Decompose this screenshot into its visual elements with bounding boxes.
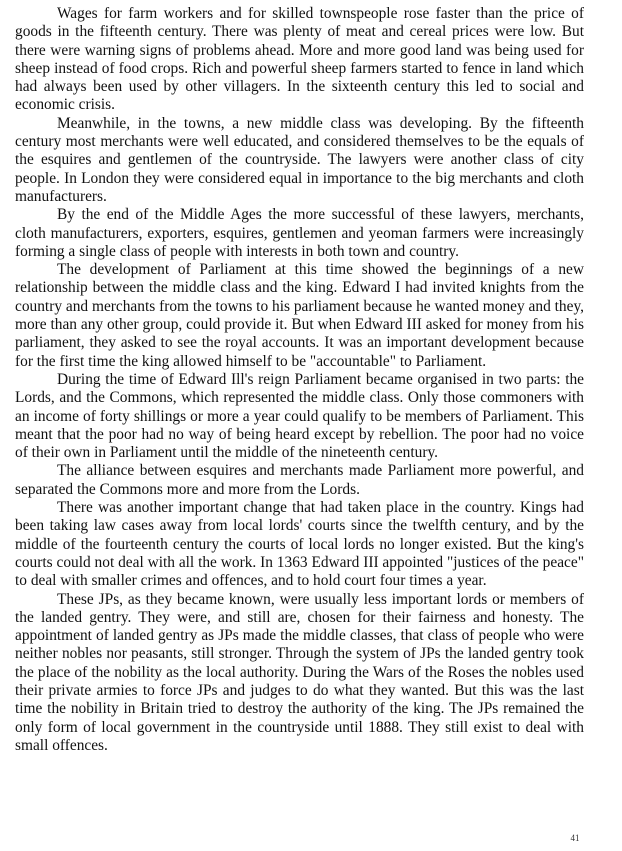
paragraph-parliament-development: The development of Parliament at this time showed the beginnings of a new relationship between the middle class and the king. Edward I had invited knights from the country and merchants from the towns to his parliament because he wanted money and they, more than any other group, could provide it. But when Edward III asked for money from his parliament, they asked to see the royal accounts. It was an important development because for the first time the king allowed himself to be "accountable" to Parliament. [15, 261, 584, 370]
paragraph-justices-of-peace: There was another important change that had taken place in the country. Kings had been taking law cases away from local lords' courts since the twelfth century, and by the middle of the fourteenth century the courts of local lords no longer existed. But the king's courts could not deal with all the work. In 1363 Edward III appointed "justices of the peace" to deal with smaller crimes and offences, and to hold court four times a year. [15, 499, 584, 590]
document-body [15, 5, 584, 755]
paragraph-middle-class: Meanwhile, in the towns, a new middle class was developing. By the fifteenth century most merchants were well educated, and considered themselves to be the equals of the esquires and gentlemen of the countryside. The lawyers were another class of city people. In London they were considered equal in importance to the big merchants and cloth manufacturers. [15, 114, 584, 205]
paragraph-jps: These JPs, as they became known, were usually less important lords or members of the landed gentry. They were, and still are, chosen for their fairness and honesty. The appointment of landed gentry as JPs made the middle classes, that class of people who were neither nobles nor peasants, still stronger. Through the system of JPs the landed gentry took the place of the nobility as the local authority. During the Wars of the Roses the nobles used their private armies to force JPs and judges to do what they wanted. But this was the last time the nobility in Britain tried to destroy the authority of the king. The JPs remained the only form of local government in the countryside until 1888. They still exist to deal with small offences. [15, 590, 584, 754]
paragraph-wages: Wages for farm workers and for skilled townspeople rose faster than the price of goods in the fifteenth century. There was plenty of meat and cereal prices were low. But there were warning signs of problems ahead. More and more good land was being used for sheep instead of food crops. Rich and powerful sheep farmers started to fence in land which had always been used by other villagers. In the sixteenth century this led to social and economic crisis. [15, 5, 584, 114]
paragraph-single-class: By the end of the Middle Ages the more successful of these lawyers, merchants, cloth manufacturers, exporters, esquires, gentlemen and yeoman farmers were increasingly forming a single class of people with interests in both town and country. [15, 206, 584, 260]
paragraph-lords-and-commons: During the time of Edward Ill's reign Parliament became organised in two parts: the Lords, and the Commons, which represented the middle class. Only those commoners with an income of forty shillings or more a year could qualify to be members of Parliament. This meant that the poor had no way of being heard except by rebellion. The poor had no voice of their own in Parliament until the middle of the nineteenth century. [15, 370, 584, 462]
paragraph-alliance: The alliance between esquires and merchants made Parliament more powerful, and separated the Commons more and more from the Lords. [15, 462, 584, 498]
page-number: 41 [570, 833, 580, 843]
